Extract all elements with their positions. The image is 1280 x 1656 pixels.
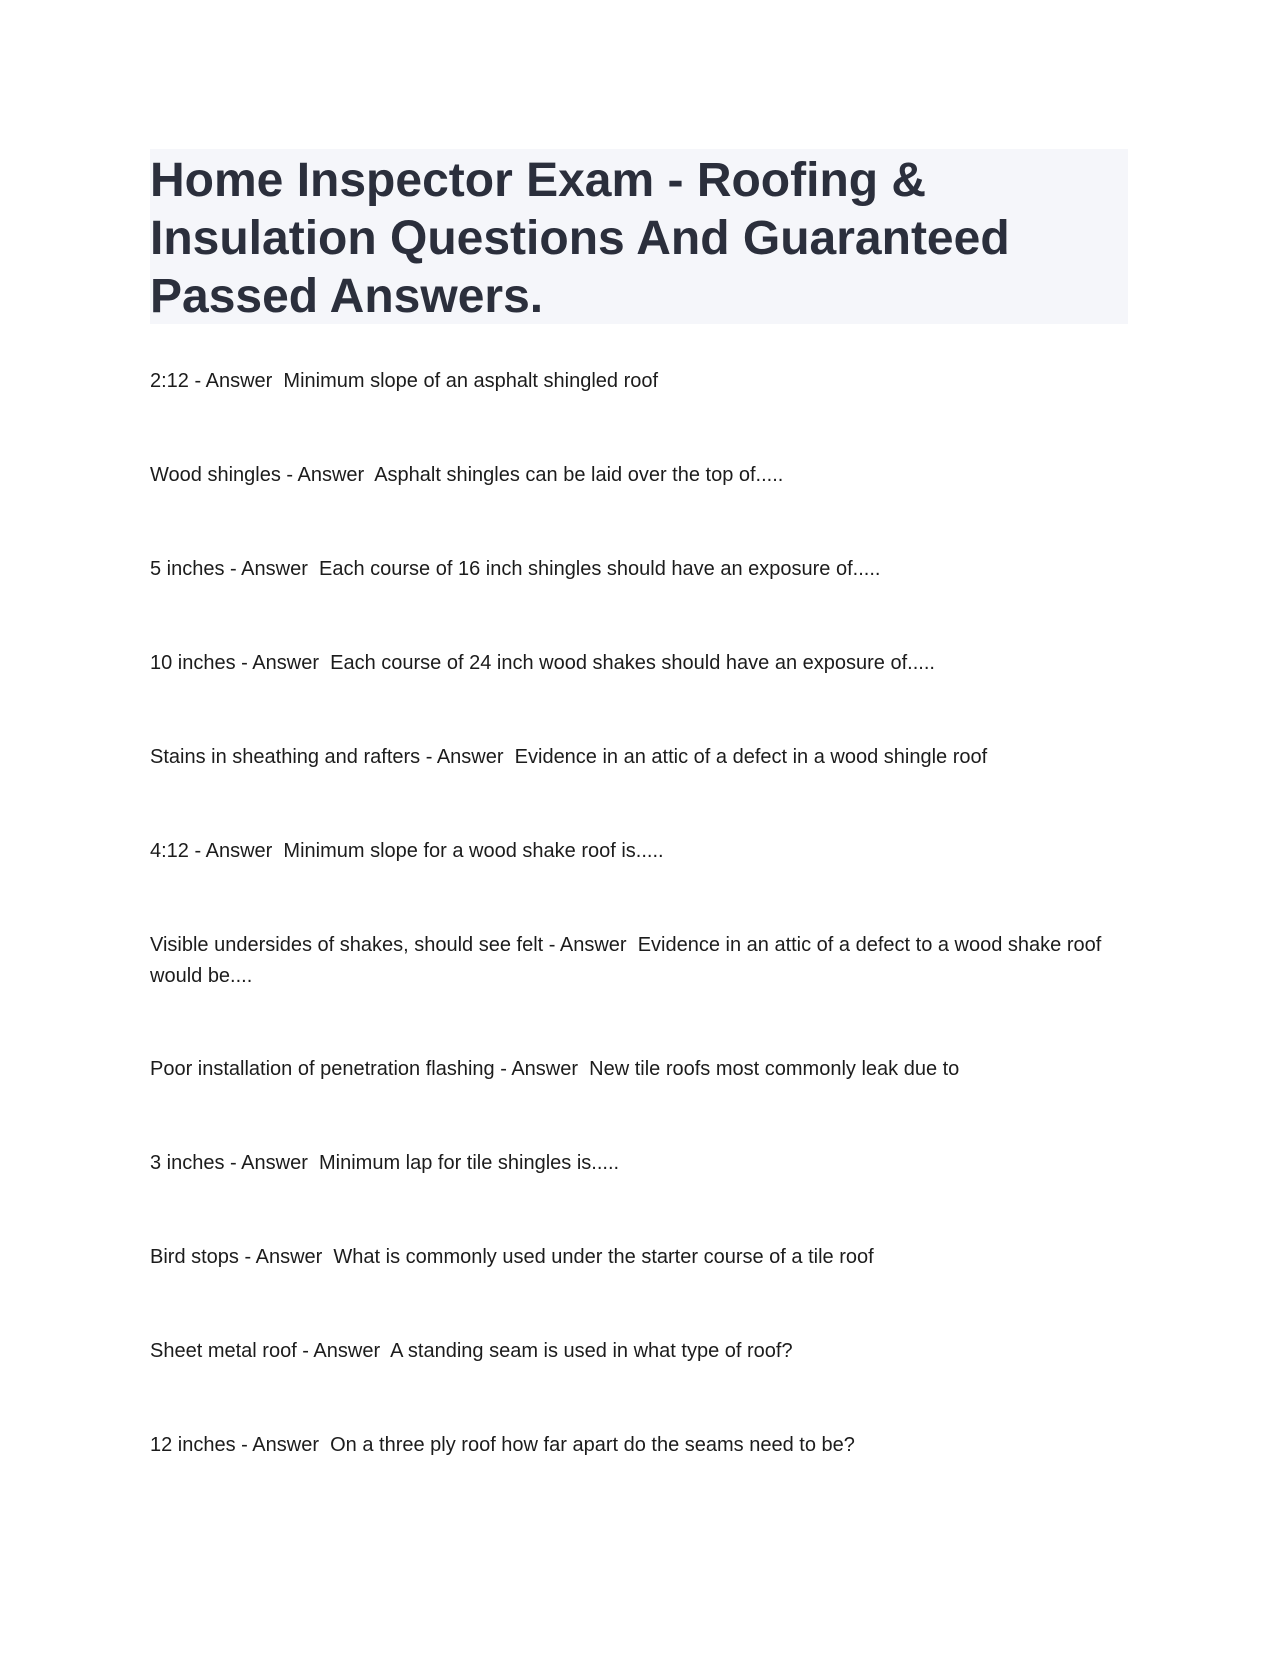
page-title: Home Inspector Exam - Roofing & Insulation Questions And Guaranteed Passed Answers. [150, 154, 1010, 323]
qa-answer: 12 inches [150, 1434, 236, 1456]
qa-question: New tile roofs most commonly leak due to [589, 1058, 960, 1080]
qa-separator: - Answer [296, 1340, 391, 1362]
qa-item [150, 836, 1130, 867]
qa-item [150, 366, 1130, 397]
qa-question: Evidence in an attic of a defect in a wood shingle roof [514, 746, 988, 768]
qa-question: Minimum slope of an asphalt shingled roof [283, 370, 659, 392]
qa-answer: 5 inches [150, 558, 225, 580]
qa-separator: - Answer [188, 370, 284, 392]
qa-answer: 10 inches [150, 652, 236, 674]
qa-item [150, 648, 1130, 679]
qa-question: Asphalt shingles can be laid over the top of..... [374, 464, 784, 486]
qa-separator: - Answer [235, 1434, 331, 1456]
qa-question: Minimum lap for tile shingles is..... [318, 1152, 620, 1174]
qa-item [150, 742, 1130, 773]
qa-separator: - Answer [235, 652, 331, 674]
qa-answer: 4:12 [150, 840, 189, 862]
qa-separator: - Answer [188, 840, 284, 862]
qa-question: Minimum slope for a wood shake roof is..... [283, 840, 664, 862]
title-block [150, 149, 1128, 324]
qa-separator: - Answer [224, 558, 319, 580]
qa-item [150, 460, 1130, 491]
qa-item [150, 1054, 1130, 1085]
qa-answer: 3 inches [150, 1152, 225, 1174]
qa-question: Evidence in an attic of a defect to a wood shake roof would be.... [150, 934, 1102, 987]
qa-separator: - Answer [494, 1058, 590, 1080]
qa-separator: - Answer [238, 1246, 334, 1268]
qa-item [150, 1242, 1130, 1273]
qa-answer: Poor installation of penetration flashing [150, 1058, 495, 1080]
qa-item [150, 1336, 1130, 1367]
qa-answer: 2:12 [150, 370, 189, 392]
qa-item [150, 554, 1130, 585]
qa-item [150, 1430, 1130, 1461]
qa-separator: - Answer [543, 934, 638, 956]
qa-answer: Sheet metal roof [150, 1340, 297, 1362]
qa-separator: - Answer [420, 746, 515, 768]
qa-question: What is commonly used under the starter course of a tile roof [333, 1246, 874, 1268]
qa-separator: - Answer [280, 464, 375, 486]
qa-answer: Bird stops [150, 1246, 239, 1268]
qa-item [150, 930, 1130, 992]
qa-item [150, 1148, 1130, 1179]
qa-question: On a three ply roof how far apart do the seams need to be? [330, 1434, 855, 1456]
qa-answer: Visible undersides of shakes, should see felt [150, 934, 544, 956]
qa-separator: - Answer [224, 1152, 319, 1174]
qa-question: Each course of 16 inch shingles should have an exposure of..... [318, 558, 881, 580]
qa-question: A standing seam is used in what type of roof? [390, 1340, 793, 1362]
qa-question: Each course of 24 inch wood shakes should have an exposure of..... [330, 652, 935, 674]
qa-answer: Stains in sheathing and rafters [150, 746, 421, 768]
qa-answer: Wood shingles [150, 464, 281, 486]
